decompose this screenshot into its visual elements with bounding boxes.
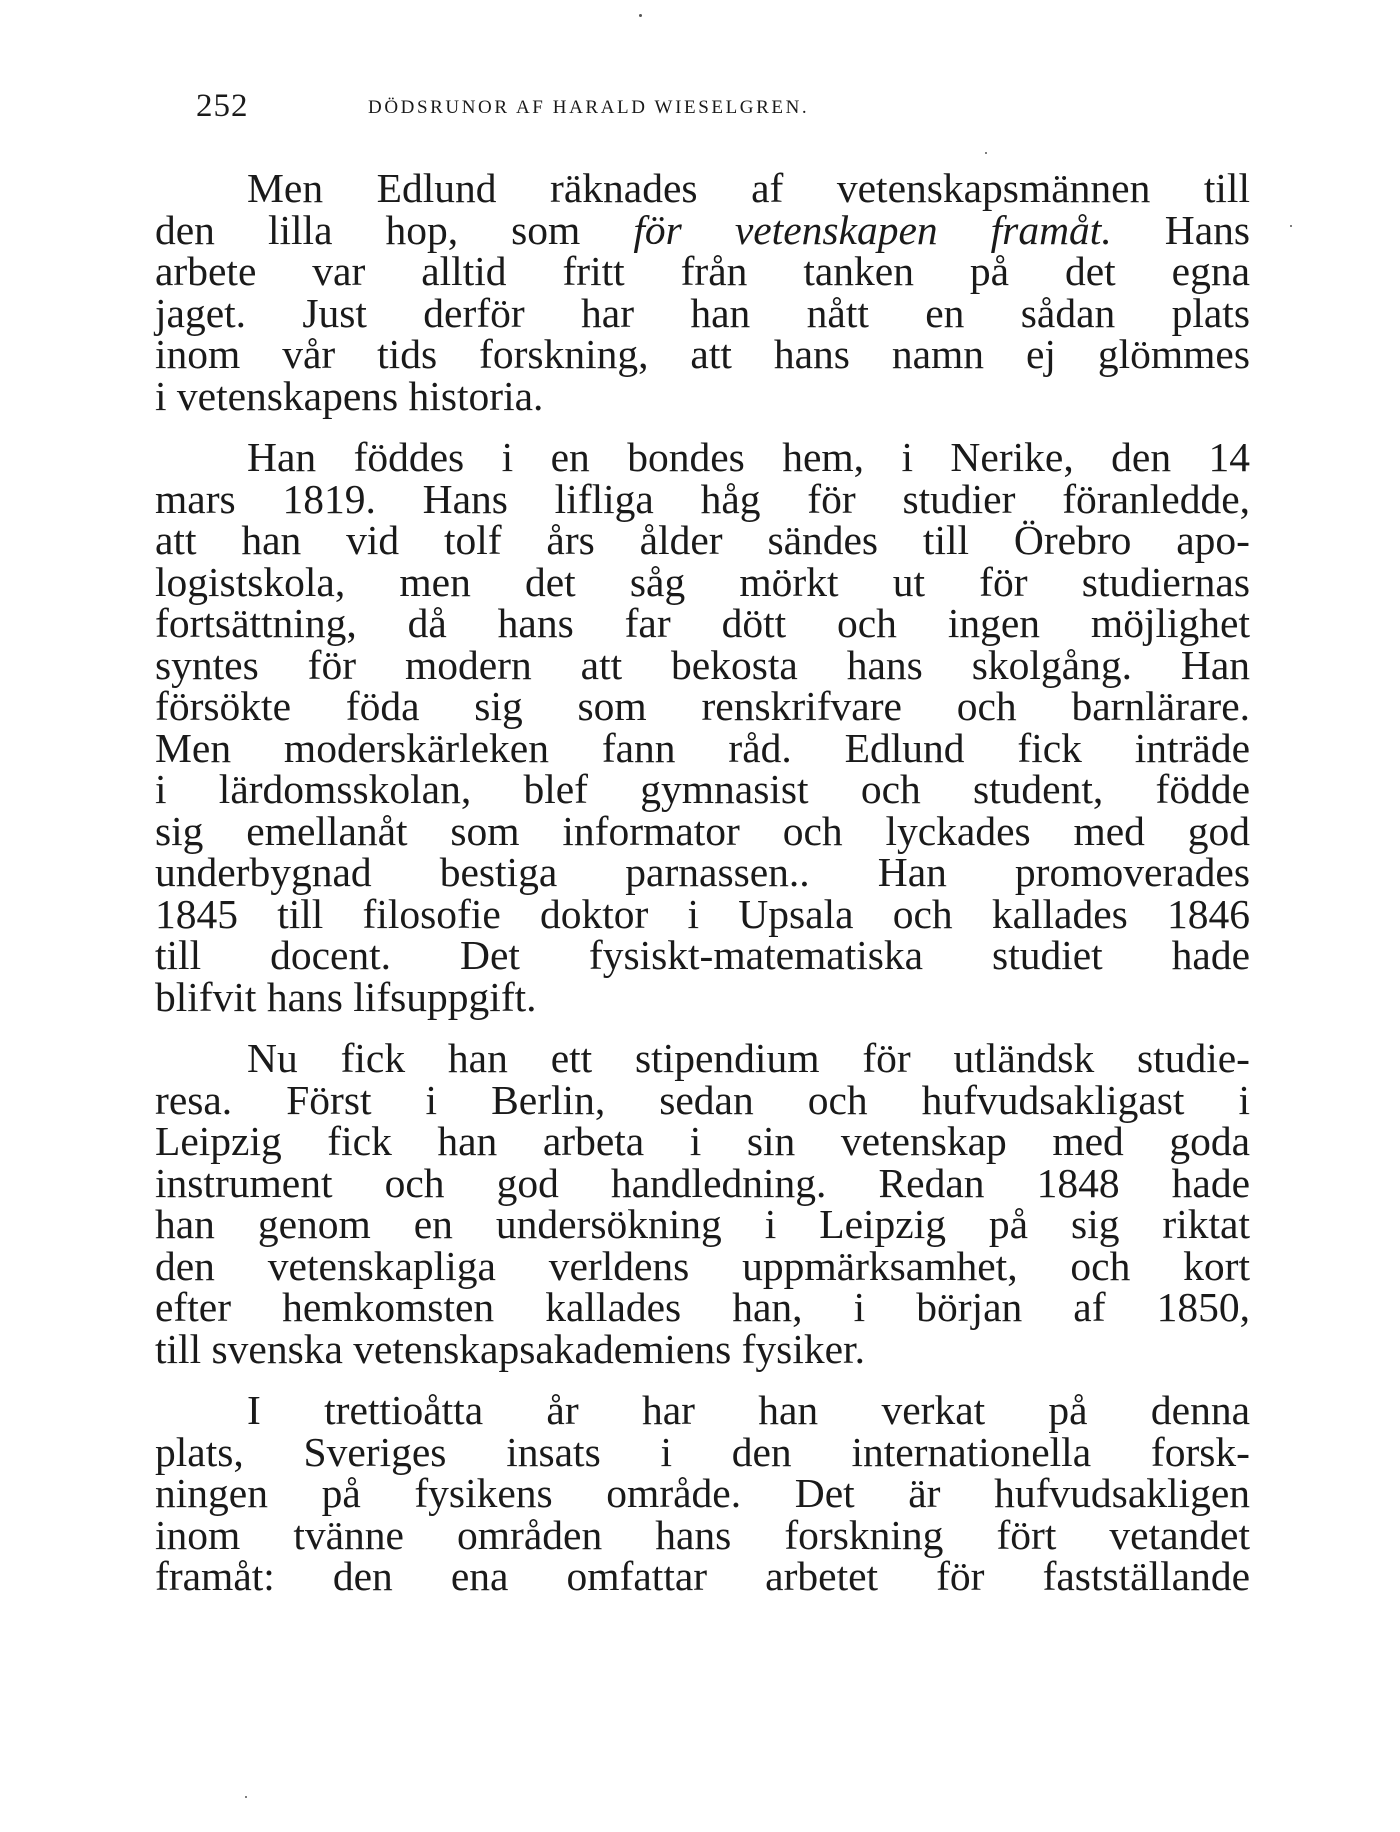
- text-line: den vetenskapliga verldens uppmärksamhet, och kort: [155, 1242, 1250, 1289]
- text-line: han genom en undersökning i Leipzig på sig riktat: [155, 1201, 1250, 1247]
- text-line: arbete var alltid fritt från tanken på det egna: [155, 248, 1250, 294]
- text-line: inom tvänne områden hans forskning fört vetandet: [155, 1511, 1250, 1558]
- paragraph: [155, 1035, 1250, 1372]
- text-line: försökte föda sig som renskrifvare och barnlärare.: [155, 683, 1250, 729]
- text-line: inom vår tids forskning, att hans namn ej glömmes: [155, 331, 1250, 377]
- text-line: Han föddes i en bondes hem, i Nerike, den 14: [247, 434, 1250, 480]
- text-line: i vetenskapens historia.: [155, 372, 544, 419]
- text-line: Men Edlund räknades af vetenskapsmännen till: [247, 165, 1250, 211]
- text-line: 1845 till filosofie doktor i Upsala och kallades 1846: [155, 890, 1250, 937]
- text-segment: Hans: [1164, 206, 1251, 253]
- text-line: mars 1819. Hans lifliga håg för studier föranledde,: [155, 475, 1250, 522]
- text-line: blifvit hans lifsuppgift.: [155, 973, 537, 1020]
- page-number: 252: [196, 88, 249, 124]
- text-line: resa. Först i Berlin, sedan och hufvudsakligast i: [155, 1076, 1250, 1123]
- scan-speck: [639, 14, 642, 17]
- text-line: Men moderskärleken fann råd. Edlund fick inträde: [155, 724, 1250, 771]
- running-title: DÖDSRUNOR AF HARALD WIESELGREN.: [368, 97, 810, 118]
- paragraph: [155, 1387, 1250, 1599]
- text-line: framåt: den ena omfattar arbetet för fastställande: [155, 1553, 1250, 1599]
- italic-phrase: för vetenskapen framåt.: [633, 206, 1112, 253]
- scan-speck: [245, 1796, 247, 1798]
- text-line: fortsättning, då hans far dött och ingen möjlighet: [155, 600, 1250, 646]
- text-line: plats, Sveriges insats i den internationella forsk-: [155, 1428, 1250, 1475]
- text-segment: den lilla hop, som: [155, 206, 581, 253]
- scan-speck: [1290, 225, 1292, 227]
- text-line: Leipzig fick han arbeta i sin vetenskap med goda: [155, 1118, 1250, 1164]
- text-line: jaget. Just derför har han nått en sådan plats: [155, 289, 1250, 336]
- text-line: ningen på fysikens område. Det är hufvudsakligen: [155, 1470, 1250, 1516]
- text-line: Nu fick han ett stipendium för utländsk studie-: [247, 1035, 1250, 1081]
- text-line: efter hemkomsten kallades han, i början af 1850,: [155, 1284, 1250, 1330]
- text-line: att han vid tolf års ålder sändes till Örebro apo-: [155, 517, 1250, 563]
- text-line: logistskola, men det såg mörkt ut för studiernas: [155, 558, 1250, 605]
- text-line: sig emellanåt som informator och lyckades med god: [155, 807, 1250, 854]
- text-line: syntes för modern att bekosta hans skolgång. Han: [155, 641, 1250, 688]
- text-line: underbygnad bestiga parnassen.. Han promoverades: [155, 849, 1250, 895]
- paragraph: [155, 434, 1250, 1020]
- running-head: [196, 88, 1036, 128]
- text-line: till svenska vetenskapsakademiens fysiker.: [155, 1325, 865, 1372]
- text-line: instrument och god handledning. Redan 1848 hade: [155, 1159, 1250, 1206]
- text-line: till docent. Det fysiskt-matematiska studiet hade: [155, 932, 1250, 978]
- body-text: [155, 165, 1251, 1599]
- text-line: [155, 206, 1251, 253]
- scan-speck: [985, 152, 987, 154]
- text-line: i lärdomsskolan, blef gymnasist och student, födde: [155, 766, 1250, 812]
- text-line: I trettioåtta år har han verkat på denna: [247, 1387, 1250, 1433]
- paragraph: [155, 165, 1251, 419]
